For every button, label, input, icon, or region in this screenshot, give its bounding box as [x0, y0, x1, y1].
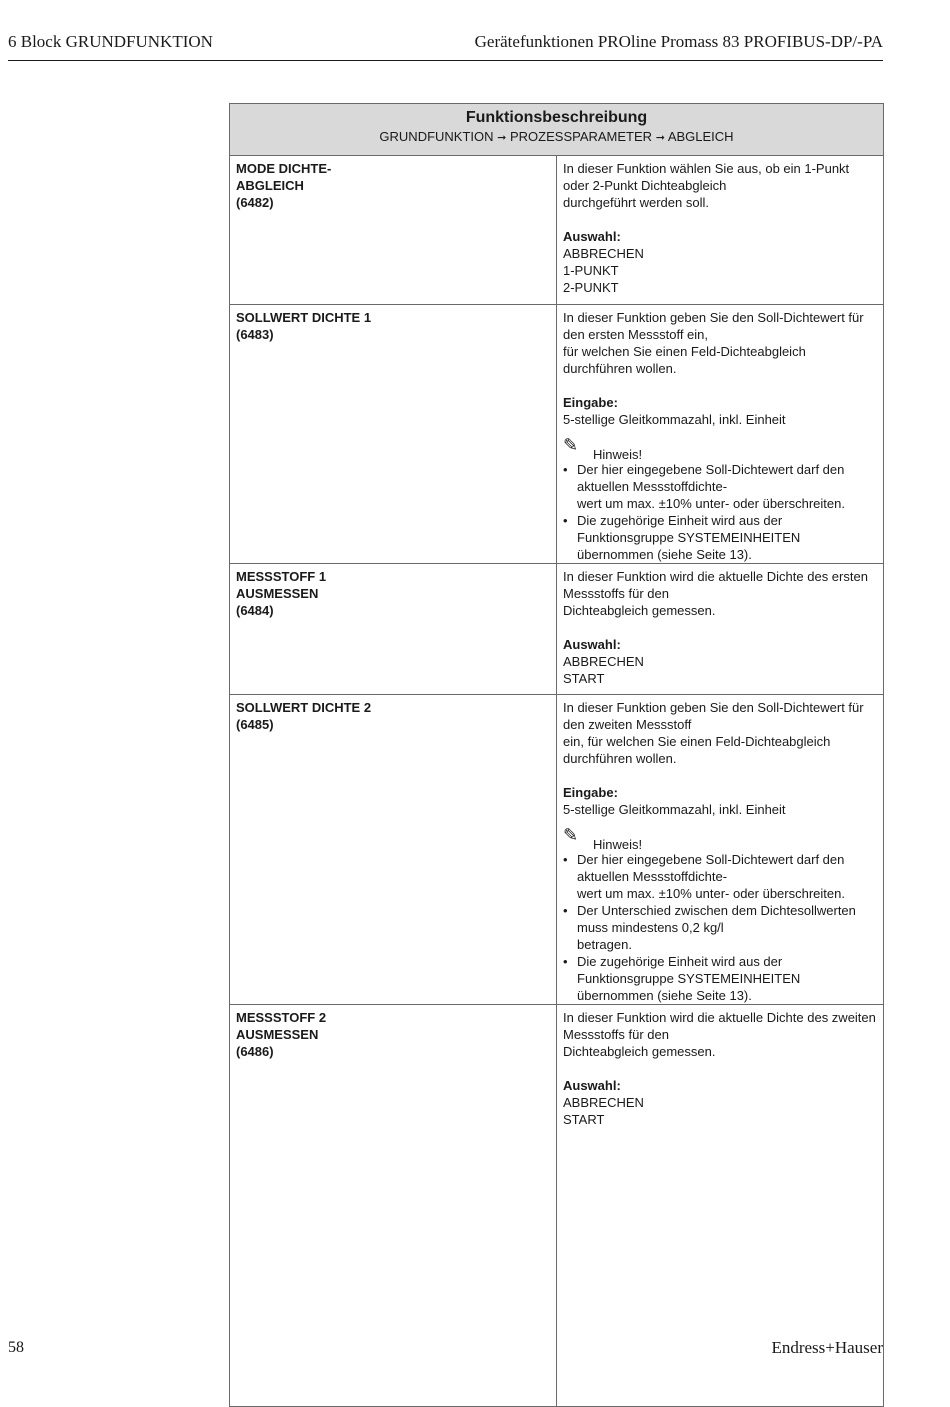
function-name: AUSMESSEN	[236, 1027, 319, 1042]
list-item-text: • Die zugehörige Einheit wird aus der Funktionsgruppe SYSTEMEINHEITEN	[577, 954, 801, 986]
description-text: In dieser Funktion wird die aktuelle Dichte des zweiten Messstoffs für den	[563, 1010, 876, 1042]
function-name-cell	[230, 1005, 557, 1407]
list-item-text: • Der hier eingegebene Soll-Dichtewert darf den aktuellen Messstoffdichte-	[577, 852, 845, 884]
breadcrumb	[230, 128, 883, 147]
selection-label: Auswahl:	[563, 1078, 621, 1093]
page-number: 58	[8, 1339, 24, 1356]
description-text: durchgeführt werden soll.	[563, 195, 709, 210]
description-text: In dieser Funktion geben Sie den Soll-Dichtewert für den zweiten Messstoff	[563, 700, 864, 732]
list-item	[563, 902, 877, 953]
note-label: Hinweis!	[593, 447, 643, 462]
list-item	[563, 461, 877, 512]
function-description-cell	[557, 695, 884, 1005]
selection-label: Auswahl:	[563, 229, 621, 244]
input-label: Eingabe:	[563, 785, 618, 800]
list-item-text: wert um max. ±10% unter- oder überschreiten.	[577, 886, 845, 901]
description-text: Dichteabgleich gemessen.	[563, 603, 716, 618]
description-text: für welchen Sie einen Feld-Dichteabgleich durchführen wollen.	[563, 344, 806, 376]
option-item: 2-PUNKT	[563, 280, 619, 295]
function-name: AUSMESSEN	[236, 586, 319, 601]
option-item: ABBRECHEN	[563, 654, 644, 669]
description-text: In dieser Funktion wählen Sie aus, ob ein 1-Punkt oder 2-Punkt Dichteabgleich	[563, 161, 850, 193]
list-item-text: • Der hier eingegebene Soll-Dichtewert darf den aktuellen Messstoffdichte-	[577, 462, 845, 494]
function-code: (6486)	[236, 1044, 274, 1059]
option-item: START	[563, 671, 605, 686]
header-rule	[8, 60, 883, 61]
function-code: (6482)	[236, 195, 274, 210]
description-text: In dieser Funktion wird die aktuelle Dichte des ersten Messstoffs für den	[563, 569, 868, 601]
list-item-text: übernommen (siehe Seite 13).	[577, 547, 752, 562]
table-title: Funktionsbeschreibung	[465, 109, 648, 126]
note-list	[563, 461, 877, 563]
list-item-text: betragen.	[577, 937, 632, 952]
function-name-cell	[230, 156, 557, 305]
list-item-text: • Der Unterschied zwischen dem Dichtesollwerten muss mindestens 0,2 kg/l	[577, 903, 856, 935]
function-description-cell	[557, 305, 884, 564]
function-name-cell	[230, 305, 557, 564]
list-item	[563, 953, 877, 1004]
list-item-text: • Die zugehörige Einheit wird aus der Funktionsgruppe SYSTEMEINHEITEN	[577, 513, 801, 545]
function-description-cell	[557, 156, 884, 305]
input-value: 5-stellige Gleitkommazahl, inkl. Einheit	[563, 802, 786, 817]
function-code: (6483)	[236, 327, 274, 342]
table-row	[230, 156, 884, 305]
description-text: Dichteabgleich gemessen.	[563, 1044, 716, 1059]
option-item: ABBRECHEN	[563, 246, 644, 261]
note-heading	[563, 825, 877, 852]
table-row	[230, 564, 884, 695]
selection-label: Auswahl:	[563, 637, 621, 652]
running-header-right: Gerätefunktionen PROline Promass 83 PROFIBUS-DP/-PA	[474, 32, 883, 51]
option-item: 1-PUNKT	[563, 263, 619, 278]
input-label: Eingabe:	[563, 395, 618, 410]
arrow-right-icon: ➞	[655, 132, 665, 144]
breadcrumb-item-prozessparameter: PROZESSPARAMETER	[510, 129, 653, 144]
list-item-text: übernommen (siehe Seite 13).	[577, 988, 752, 1003]
option-item: START	[563, 1112, 605, 1127]
function-description-cell	[557, 564, 884, 695]
table-header	[230, 104, 884, 156]
function-name: MODE DICHTE-	[236, 161, 332, 176]
pencil-icon: ✎	[563, 825, 579, 845]
table-row	[230, 695, 884, 1005]
function-code: (6484)	[236, 603, 274, 618]
description-text: ein, für welchen Sie einen Feld-Dichteabgleich durchführen wollen.	[563, 734, 831, 766]
function-name: ABGLEICH	[236, 178, 304, 193]
function-description-table	[229, 103, 884, 1407]
note-list	[563, 851, 877, 1004]
description-text: In dieser Funktion geben Sie den Soll-Dichtewert für den ersten Messstoff ein,	[563, 310, 864, 342]
brand-logo: Endress+Hauser	[771, 1338, 883, 1357]
pencil-icon: ✎	[563, 435, 579, 455]
option-item: ABBRECHEN	[563, 1095, 644, 1110]
list-item	[563, 512, 877, 563]
note-label: Hinweis!	[593, 837, 643, 852]
table-row	[230, 305, 884, 564]
function-name: SOLLWERT DICHTE 1	[236, 310, 372, 325]
input-value: 5-stellige Gleitkommazahl, inkl. Einheit	[563, 412, 786, 427]
list-item	[563, 851, 877, 902]
function-name: MESSSTOFF 1	[236, 569, 327, 584]
running-header-left: 6 Block GRUNDFUNKTION	[8, 32, 213, 51]
arrow-right-icon: ➞	[497, 132, 507, 144]
function-name: SOLLWERT DICHTE 2	[236, 700, 372, 715]
note-heading	[563, 435, 877, 462]
function-name: MESSSTOFF 2	[236, 1010, 327, 1025]
breadcrumb-item-abgleich: ABGLEICH	[667, 129, 734, 144]
function-code: (6485)	[236, 717, 274, 732]
breadcrumb-item-grundfunktion: GRUNDFUNKTION	[379, 129, 494, 144]
list-item-text: wert um max. ±10% unter- oder überschreiten.	[577, 496, 845, 511]
function-name-cell	[230, 564, 557, 695]
function-name-cell	[230, 695, 557, 1005]
